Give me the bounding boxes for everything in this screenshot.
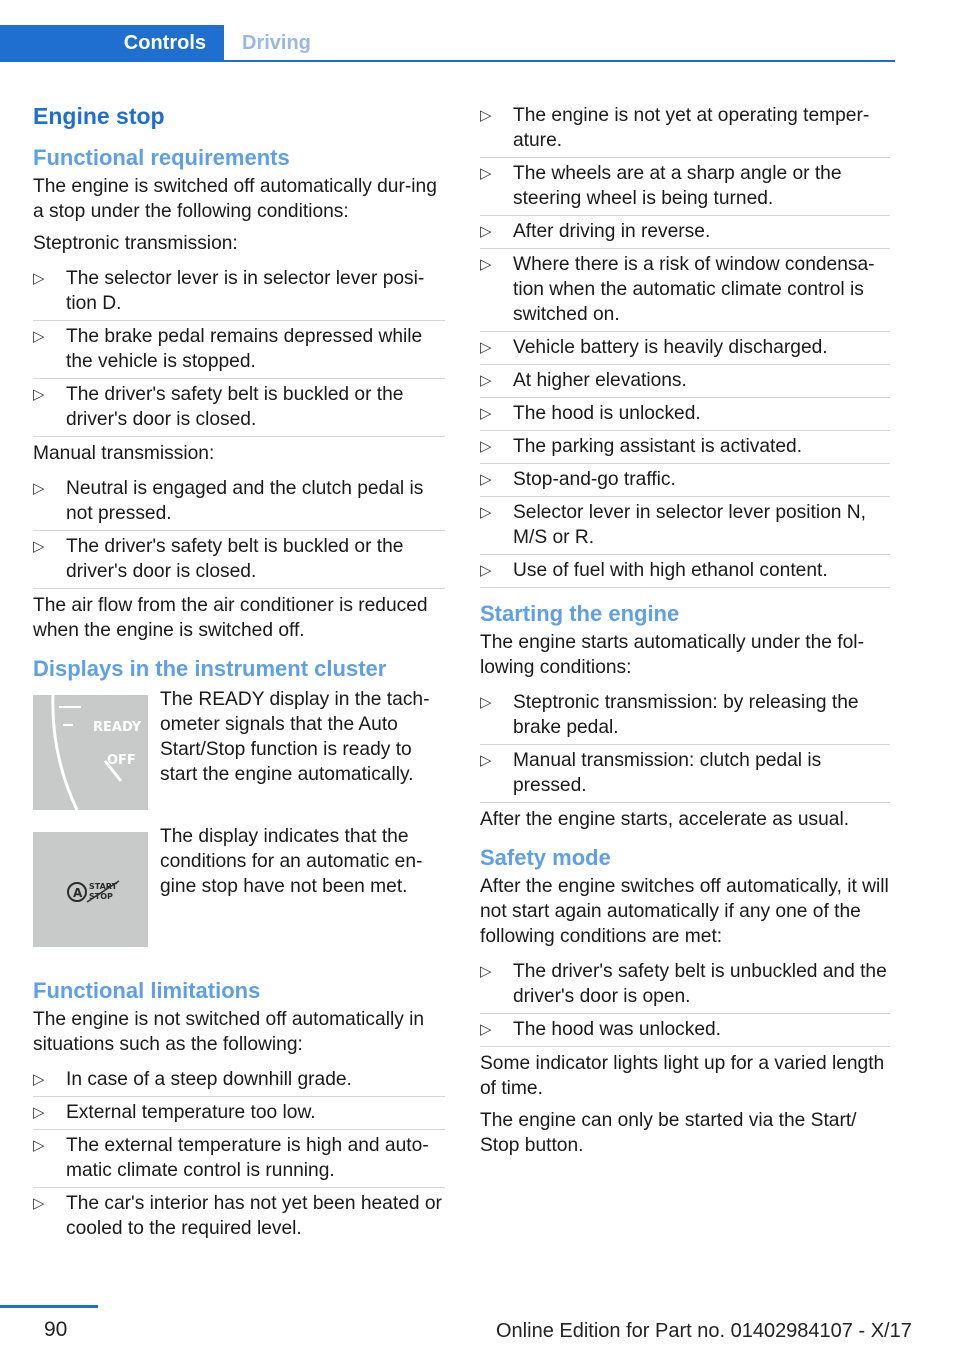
triangle-bullet-icon: ▷ [480,504,492,521]
svg-text:OFF: OFF [107,753,136,768]
triangle-bullet-icon: ▷ [480,694,492,711]
triangle-bullet-icon: ▷ [480,1021,492,1038]
steptronic-label: Steptronic transmission: [33,233,238,254]
starting-intro: The engine starts automatically under the fol-lowing conditions: [480,632,864,678]
triangle-bullet-icon: ▷ [33,270,45,287]
triangle-bullet-icon: ▷ [33,1137,45,1154]
svg-text:STOP: STOP [89,892,113,901]
footer-rule [0,1305,98,1308]
list-item: ▷ The car's interior has not yet been heated or cooled to the required level. [33,1193,442,1239]
list-item: ▷ At higher elevations. [480,365,890,398]
list-item: ▷ After driving in reverse. [480,216,890,249]
list-item: ▷ The parking assistant is activated. [480,431,890,464]
list-item: ▷ External temperature too low. [33,1097,445,1130]
manual-label: Manual transmission: [33,443,215,464]
limitations-intro: The engine is not switched off automatically in situations such as the following: [33,1009,425,1055]
list-item: ▷ Use of fuel with high ethanol content. [480,555,890,588]
heading-displays: Displays in the instrument cluster [33,656,387,681]
triangle-bullet-icon: ▷ [480,438,492,455]
list-item: ▷ Where there is a risk of window condensa-tion when the automatic climate control is switched on. [480,249,890,332]
triangle-bullet-icon: ▷ [480,223,492,240]
triangle-bullet-icon: ▷ [480,963,492,980]
right-column [480,100,890,1165]
list-item: ▷ Neutral is engaged and the clutch pedal is not pressed. [33,473,445,531]
notmet-text: The display indicates that the conditions for an automatic en-gine stop have not been met. [160,826,423,897]
triangle-bullet-icon: ▷ [480,107,492,124]
header-bar [0,0,895,62]
airflow-note: The air flow from the air conditioner is reduced when the engine is switched off. [33,595,428,641]
safety-intro: After the engine switches off automatically, it will not start again automatically if any one of the following conditions are met: [480,876,889,947]
list-item: ▷ The brake pedal remains depressed while the vehicle is stopped. [33,321,445,379]
header-rule [0,60,895,62]
starting-list [480,687,890,803]
auto-start-stop-warning-icon [33,832,148,947]
manual-list [33,473,445,589]
list-item: ▷ Steptronic transmission: by releasing the brake pedal. [480,687,890,745]
triangle-bullet-icon: ▷ [480,339,492,356]
triangle-bullet-icon: ▷ [480,752,492,769]
triangle-bullet-icon: ▷ [480,372,492,389]
svg-text:A: A [73,886,83,900]
triangle-bullet-icon: ▷ [33,1071,45,1088]
triangle-bullet-icon: ▷ [480,471,492,488]
ready-display-block [33,685,445,810]
section-tab-driving[interactable]: Driving [242,31,311,54]
limitations-list-continued [480,100,890,588]
list-item: ▷ Selector lever in selector lever position N, M/S or R. [480,497,890,555]
list-item: ▷ Stop-and-go traffic. [480,464,890,497]
list-item: ▷ The engine is not yet at operating temper-ature. [480,100,890,158]
svg-text:START: START [89,882,118,891]
page-number: 90 [44,1318,68,1341]
svg-text:READY: READY [93,720,142,735]
list-item: ▷ Manual transmission: clutch pedal is pressed. [480,745,890,803]
section-tab-controls[interactable]: Controls [0,25,224,61]
heading-safety-mode: Safety mode [480,845,611,870]
list-item: ▷ Vehicle battery is heavily discharged. [480,332,890,365]
notmet-display-block [33,822,445,947]
limitations-list [33,1064,445,1245]
steptronic-list [33,263,445,437]
edition-text: Online Edition for Part no. 01402984107 - X/17 [496,1320,912,1342]
list-item: ▷ In case of a steep downhill grade. [33,1064,445,1097]
heading-functional-limitations: Functional limitations [33,978,261,1003]
indicator-note: Some indicator lights light up for a varied length of time. [480,1053,885,1099]
list-item: ▷ The driver's safety belt is buckled or the driver's door is closed. [33,379,445,437]
left-column [33,100,445,1245]
triangle-bullet-icon: ▷ [33,386,45,403]
triangle-bullet-icon: ▷ [480,405,492,422]
list-item: ▷ The selector lever is in selector lever posi-tion D. [33,263,445,321]
heading-starting-engine: Starting the engine [480,601,680,626]
triangle-bullet-icon: ▷ [33,1104,45,1121]
triangle-bullet-icon: ▷ [33,480,45,497]
after-start-note: After the engine starts, accelerate as usual. [480,809,850,830]
ready-text: The READY display in the tach-ometer signals that the Auto Start/Stop function is ready to start the engine automatically. [160,689,430,785]
triangle-bullet-icon: ▷ [480,165,492,182]
heading-engine-stop: Engine stop [33,103,165,129]
fr-intro: The engine is switched off automatically dur-ing a stop under the following conditions: [33,176,437,222]
list-item: ▷ The external temperature is high and auto-matic climate control is running. [33,1130,445,1188]
triangle-bullet-icon: ▷ [33,1195,45,1212]
triangle-bullet-icon: ▷ [33,328,45,345]
triangle-bullet-icon: ▷ [480,562,492,579]
list-item: ▷ The hood was unlocked. [480,1014,890,1047]
triangle-bullet-icon: ▷ [480,256,492,273]
list-item: ▷ The wheels are at a sharp angle or the steering wheel is being turned. [480,158,890,216]
list-item: ▷ The hood is unlocked. [480,398,890,431]
list-item: ▷ The driver's safety belt is buckled or the driver's door is closed. [33,531,445,589]
heading-functional-requirements: Functional requirements [33,145,290,170]
triangle-bullet-icon: ▷ [33,538,45,555]
safety-list [480,956,890,1047]
tachometer-ready-icon [33,695,148,810]
start-button-note: The engine can only be started via the Start/ Stop button. [480,1110,857,1156]
list-item: ▷ The driver's safety belt is unbuckled and the driver's door is open. [480,956,890,1014]
